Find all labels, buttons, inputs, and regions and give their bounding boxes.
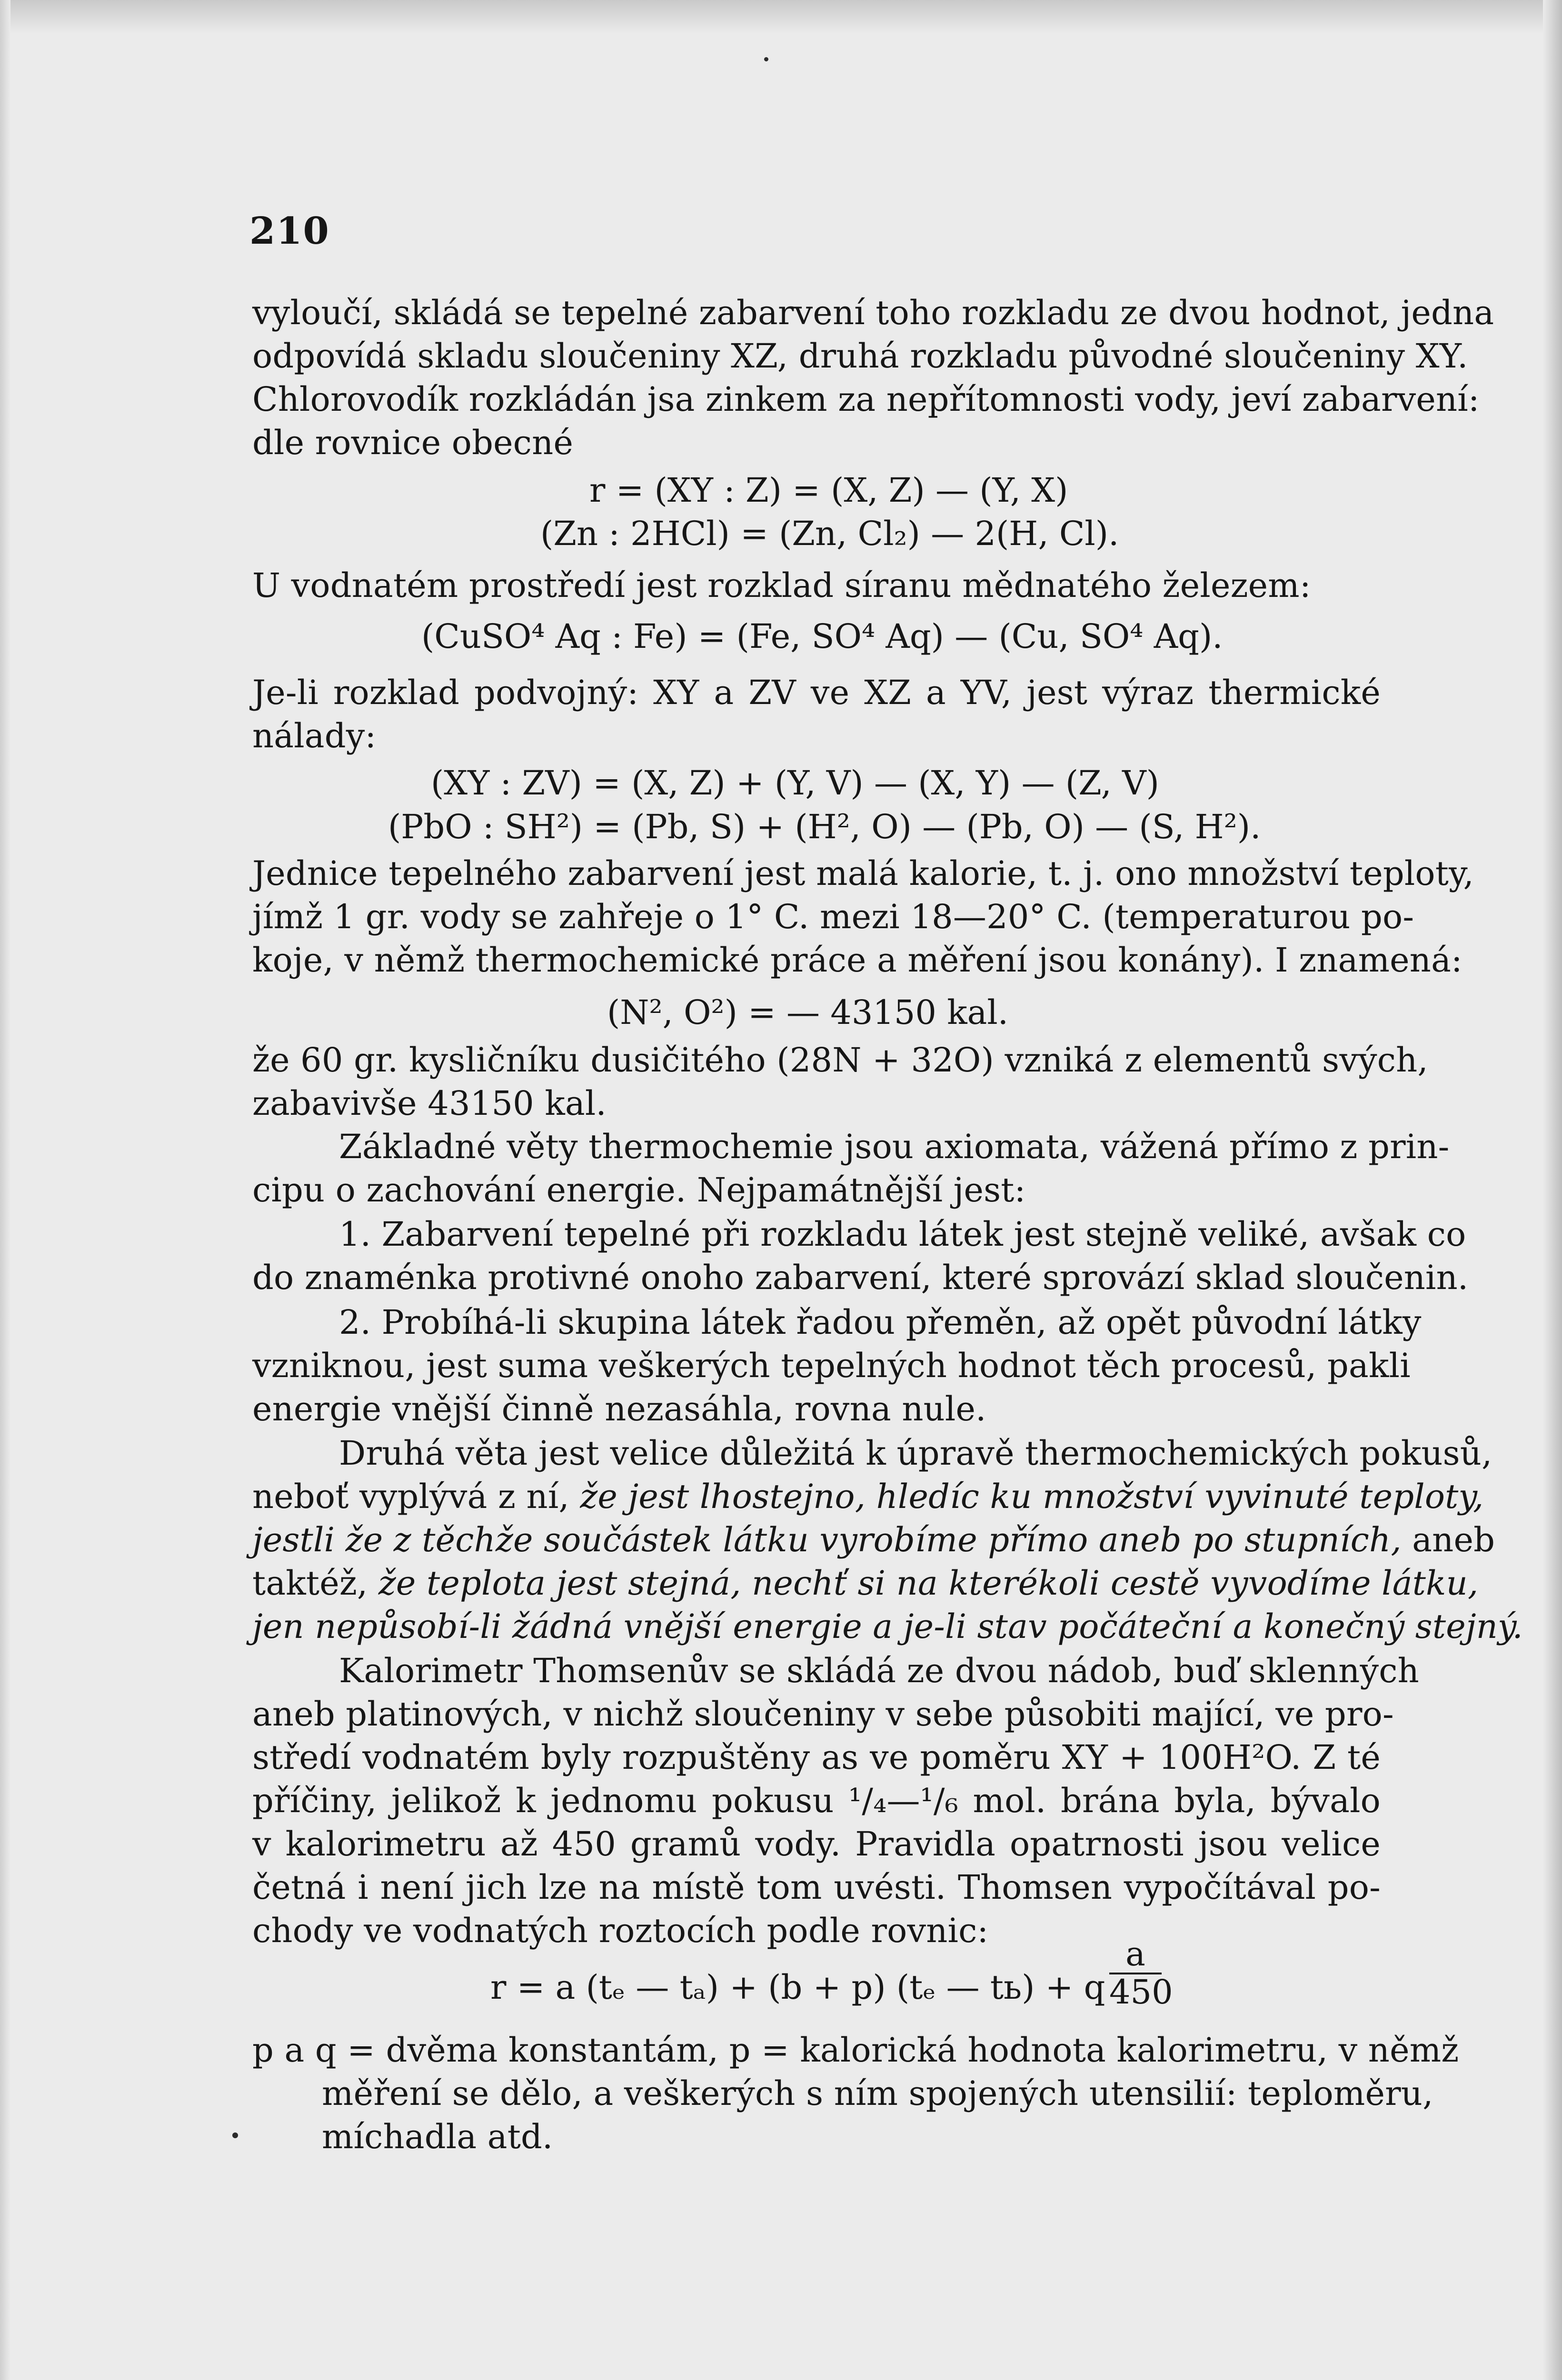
text-line: jímž 1 gr. vody se zahřeje o 1° C. mezi 18—20° C. (temperaturou po- bbox=[252, 897, 1414, 936]
equation-fraction bbox=[1109, 1934, 1173, 2012]
text-line: koje, v němž thermochemické práce a měření jsou konány). I znamená: bbox=[252, 941, 1463, 980]
equation: (CuSO⁴ Aq : Fe) = (Fe, SO⁴ Aq) — (Cu, SO⁴ Aq). bbox=[421, 617, 1223, 656]
text-line: 1. Zabarvení tepelné při rozkladu látek jest stejně veliké, avšak co bbox=[339, 1215, 1466, 1254]
text-line: měření se dělo, a veškerých s ním spojených utensilií: teploměru, bbox=[322, 2074, 1433, 2113]
text-line: Jednice tepelného zabarvení jest malá kalorie, t. j. ono množství teploty, bbox=[252, 854, 1474, 893]
text-italic: že teplota jest stejná, nechť si na kterékoli cestě vyvodíme látku, bbox=[378, 1564, 1479, 1603]
text-line: 2. Probíhá-li skupina látek řadou přeměn, až opět původní látky bbox=[339, 1303, 1422, 1342]
fraction-denominator: 450 bbox=[1109, 1973, 1173, 2012]
text-line: vzniknou, jest suma veškerých tepelných hodnot těch procesů, pakli bbox=[252, 1346, 1411, 1385]
equation: (PbO : SH²) = (Pb, S) + (H², O) — (Pb, O) — (S, H²). bbox=[388, 807, 1261, 846]
text-line: nálady: bbox=[252, 716, 377, 755]
page-number: 210 bbox=[249, 209, 330, 253]
text-plain: aneb bbox=[1412, 1520, 1495, 1559]
text-line: že 60 gr. kysličníku dusičitého (28N + 32O) vzniká z elementů svých, bbox=[252, 1041, 1428, 1080]
text-line: četná i není jich lze na místě tom uvésti. Thomsen vypočítával po- bbox=[252, 1868, 1381, 1907]
text-line: Je-li rozklad podvojný: XY a ZV ve XZ a YV, jest výraz thermické bbox=[252, 673, 1381, 712]
equation: (Zn : 2HCl) = (Zn, Cl₂) — 2(H, Cl). bbox=[540, 514, 1119, 553]
page-left-edge bbox=[0, 0, 10, 2380]
equation: r = (XY : Z) = (X, Z) — (Y, X) bbox=[589, 471, 1068, 510]
text-line: středí vodnatém byly rozpuštěny as ve poměru XY + 100H²O. Z té bbox=[252, 1738, 1381, 1777]
text-line: míchadla atd. bbox=[322, 2117, 553, 2156]
text-line: chody ve vodnatých roztocích podle rovnic: bbox=[252, 1911, 989, 1950]
page-right-edge bbox=[1543, 0, 1562, 2380]
page-top-shadow bbox=[0, 0, 1562, 33]
text-line-mixed bbox=[252, 1518, 1495, 1561]
text-line: Základné věty thermochemie jsou axiomata, vážená přímo z prin- bbox=[339, 1127, 1450, 1166]
text-line: vyloučí, skládá se tepelné zabarvení toho rozkladu ze dvou hodnot, jedna bbox=[252, 293, 1494, 332]
text-line: v kalorimetru až 450 gramů vody. Pravidla opatrnosti jsou velice bbox=[252, 1825, 1381, 1864]
equation-main: r = a (tₑ — tₐ) + (b + p) (tₑ — tь) + q bbox=[490, 1968, 1105, 2007]
text-line: jen nepůsobí-li žádná vnější energie a je-li stav počáteční a konečný stejný. bbox=[252, 1607, 1523, 1646]
equation: (XY : ZV) = (X, Z) + (Y, V) — (X, Y) — (Z, V) bbox=[431, 764, 1159, 803]
text-line: odpovídá skladu sloučeniny XZ, druhá rozkladu původné sloučeniny XY. bbox=[252, 337, 1468, 376]
scan-speck bbox=[764, 57, 768, 61]
equation: (N², O²) = — 43150 kal. bbox=[607, 993, 1009, 1032]
text-plain: taktéž, bbox=[252, 1564, 368, 1603]
text-line: p a q = dvěma konstantám, p = kalorická hodnota kalorimetru, v němž bbox=[252, 2031, 1459, 2070]
fraction-numerator: a bbox=[1125, 1934, 1145, 1973]
text-line: do znaménka protivné onoho zabarvení, které sprovází sklad sloučenin. bbox=[252, 1258, 1469, 1297]
text-line: energie vnější činně nezasáhla, rovna nule. bbox=[252, 1389, 986, 1428]
text-line: Druhá věta jest velice důležitá k úpravě thermochemických pokusů, bbox=[339, 1434, 1492, 1473]
text-line-mixed bbox=[252, 1562, 1479, 1605]
text-line: dle rovnice obecné bbox=[252, 423, 574, 462]
text-line: U vodnatém prostředí jest rozklad síranu mědnatého železem: bbox=[252, 566, 1311, 605]
equation bbox=[490, 1966, 1105, 2009]
text-line-mixed bbox=[252, 1475, 1484, 1518]
text-line: Kalorimetr Thomsenův se skládá ze dvou nádob, buď sklenných bbox=[339, 1651, 1419, 1690]
text-italic: že jest lhostejno, hledíc ku množství vyvinuté teploty, bbox=[580, 1477, 1484, 1516]
text-line: Chlorovodík rozkládán jsa zinkem za nepřítomnosti vody, jeví zabarvení: bbox=[252, 380, 1480, 419]
text-line: zabavivše 43150 kal. bbox=[252, 1084, 607, 1123]
text-line: cipu o zachování energie. Nejpamátnější jest: bbox=[252, 1170, 1026, 1210]
text-italic: jestli že z těchže součástek látku vyrobíme přímo aneb po stupních, bbox=[252, 1520, 1402, 1559]
text-line: příčiny, jelikož k jednomu pokusu ¹/₄—¹/₆ mol. brána byla, bývalo bbox=[252, 1781, 1381, 1820]
text-line: aneb platinových, v nichž sloučeniny v sebe působiti mající, ve pro- bbox=[252, 1695, 1394, 1734]
text-plain: neboť vyplývá z ní, bbox=[252, 1477, 569, 1516]
scan-speck bbox=[232, 2132, 238, 2138]
